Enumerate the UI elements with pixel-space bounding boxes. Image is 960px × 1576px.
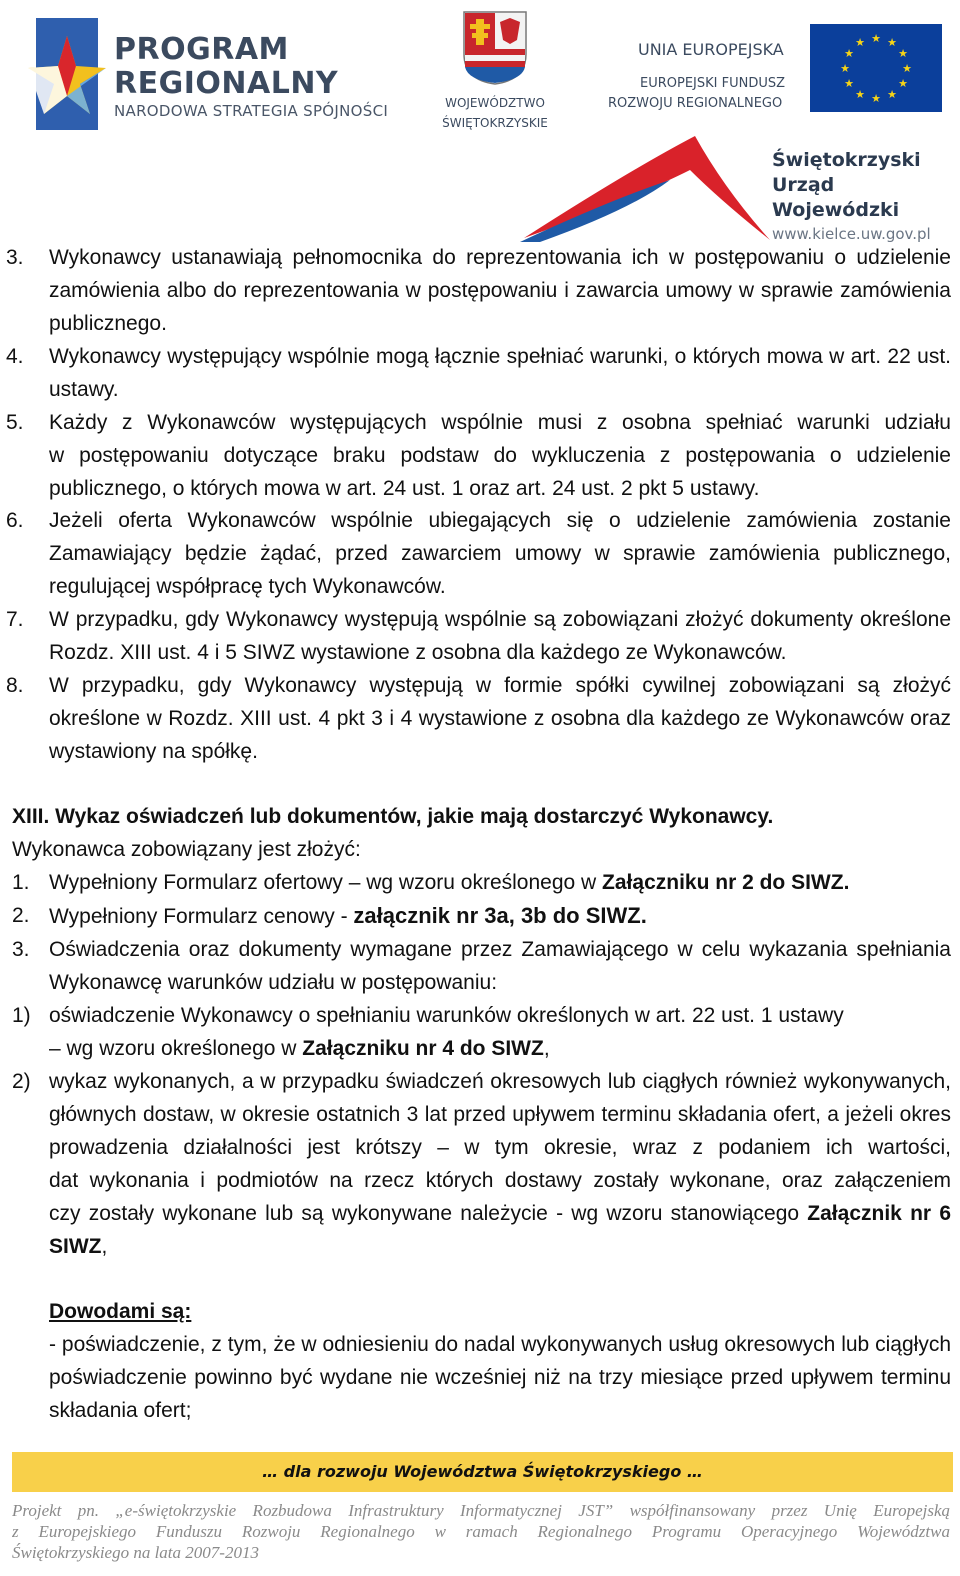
attachment-ref: Załączniku nr 2 do SIWZ. — [602, 871, 850, 894]
footer-note-line: z Europejskiego Funduszu Rozwoju Regionalnego w ramach Regionalnego Programu Operacyjnego Województwa — [12, 1522, 950, 1541]
item-number: 6. — [6, 509, 24, 532]
svg-text:★: ★ — [844, 77, 854, 90]
footer-slogan: … dla rozwoju Województwa Świętokrzyskiego … — [262, 1462, 703, 1481]
list-number: 3. — [12, 938, 30, 961]
punctuation: , — [101, 1235, 108, 1258]
list-item-formularz-cenowy — [49, 899, 647, 933]
item-text-line: Rozdz. XIII ust. 4 i 5 SIWZ wystawione z osobna dla każdego ze Wykonawców. — [49, 641, 787, 664]
item-text-line: wystawiony na spółkę. — [49, 740, 258, 763]
sublist-item-text: prowadzenia działalności jest krótszy – w tym okresie, wraz z podaniem ich wartości, — [49, 1136, 951, 1159]
wojewodztwo-logo — [440, 10, 550, 130]
item-text-line: Wykonawcy występujący wspólnie mogą łącznie spełniać warunki, o których mowa w art. 22 ust. — [49, 345, 951, 368]
program-subtitle: NARODOWA STRATEGIA SPÓJNOŚCI — [114, 102, 389, 120]
item-number: 8. — [6, 674, 24, 697]
list-item-text: Oświadczenia oraz dokumenty wymagane przez Zamawiającego w celu wykazania spełniania — [49, 938, 951, 961]
item-text-line: regulującej współpracę tych Wykonawców. — [49, 575, 446, 598]
punctuation: , — [543, 1037, 550, 1060]
wojewodztwo-line1: WOJEWÓDZTWO — [445, 96, 545, 110]
list-item-text: Wypełniony Formularz ofertowy – wg wzoru określonego w — [49, 871, 603, 894]
sublist-item-text: dat wykonania i podmiotów na rzecz których dostawy zostały wykonane, oraz załączeniem — [49, 1169, 951, 1192]
proofs-text-line: składania ofert; — [49, 1399, 192, 1422]
attachment-ref: Załącznik nr 6 — [807, 1202, 951, 1225]
item-text-line: ustawy. — [49, 378, 119, 401]
item-text-line: publicznego, o których mowa w art. 24 ust. 1 oraz art. 24 ust. 2 pkt 5 ustawy. — [49, 477, 760, 500]
attachment-ref: Załączniku nr 4 do SIWZ — [302, 1037, 544, 1060]
program-title-line2: REGIONALNY — [114, 66, 339, 101]
footer-note-line: Świętokrzyskiego na lata 2007-2013 — [12, 1543, 259, 1562]
list-number: 1. — [12, 871, 30, 894]
item-text-line: Zamawiający będzie żądać, przed zawarciem umowy w sprawie zamówienia publicznego, — [49, 542, 951, 565]
sublist-item-text — [49, 1230, 107, 1263]
footer-slogan-bar — [12, 1452, 953, 1492]
attachment-ref: SIWZ — [49, 1235, 102, 1258]
svg-text:★: ★ — [871, 92, 881, 105]
item-number: 3. — [6, 246, 24, 269]
item-text-line: Jeżeli oferta Wykonawców wspólnie ubiegających się o udzielenie zamówienia zostanie — [49, 509, 951, 532]
eu-flag-icon — [810, 24, 942, 112]
svg-text:★: ★ — [898, 47, 908, 60]
eu-title: UNIA EUROPEJSKA — [638, 40, 784, 59]
sublist-item-text: wykaz wykonanych, a w przypadku świadczeń okresowych lub ciągłych również wykonywanych, — [49, 1070, 951, 1093]
eu-logo — [600, 22, 945, 122]
sublist-item-text — [49, 1197, 951, 1230]
proofs-text-line: - poświadczenie, z tym, że w odniesieniu do nadal wykonywanych usług okresowych lub ciągłych — [49, 1333, 951, 1356]
item-text-line: W przypadku, gdy Wykonawcy występują wspólnie są zobowiązani złożyć dokumenty określone — [49, 608, 951, 631]
attachment-ref: załącznik nr 3a, 3b do SIWZ. — [353, 903, 647, 928]
svg-text:★: ★ — [871, 32, 881, 45]
program-star-icon — [22, 8, 112, 138]
sublist-text: czy zostały wykonane lub są wykonywane należycie - wg wzoru stanowiącego — [49, 1202, 808, 1225]
svg-text:★: ★ — [840, 62, 850, 75]
svg-text:★: ★ — [898, 77, 908, 90]
sublist-number: 2) — [12, 1070, 31, 1093]
footer-project-note — [12, 1500, 950, 1563]
program-regionalny-logo — [22, 8, 402, 138]
proofs-text-line: poświadczenie powinno być wydane nie wcześniej niż na trzy miesiące przed upływem terminu — [49, 1366, 951, 1389]
item-number: 4. — [6, 345, 24, 368]
item-text-line: zamówienia albo do reprezentowania w postępowaniu i zawarcia umowy w sprawie zamówienia — [49, 279, 951, 302]
proofs-heading: Dowodami są: — [49, 1300, 192, 1323]
eu-fund-line1: EUROPEJSKI FUNDUSZ — [640, 76, 786, 91]
svg-text:★: ★ — [887, 88, 897, 101]
section-intro: Wykonawca zobowiązany jest złożyć: — [12, 838, 361, 861]
sublist-item-text — [49, 1032, 550, 1065]
item-text-line: określone w Rozdz. XIII ust. 4 pkt 3 i 4 wystawione z osobna dla każdego ze Wykonawców oraz — [49, 707, 951, 730]
urzad-website: www.kielce.uw.gov.pl — [772, 225, 931, 243]
item-text-line: w postępowaniu dotyczące braku podstaw do wykluczenia z postępowania o udzielenie — [49, 444, 951, 467]
sublist-number: 1) — [12, 1004, 31, 1027]
svg-text:★: ★ — [855, 36, 865, 49]
eu-fund-line2: ROZWOJU REGIONALNEGO — [608, 96, 783, 111]
list-item-text: Wykonawcę warunków udziału w postępowaniu: — [49, 971, 498, 994]
footer-note-line: Projekt pn. „e-świętokrzyskie Rozbudowa Infrastruktury Informatycznej JST” współfinansowany przez Unię Europejską — [12, 1501, 950, 1520]
program-title-line1: PROGRAM — [114, 32, 289, 67]
list-item-text: Wypełniony Formularz cenowy - — [49, 905, 354, 928]
urzad-line2: Urząd Wojewódzki — [772, 174, 900, 221]
item-text-line: Każdy z Wykonawców występujących wspólnie musi z osobna spełniać warunki udziału — [49, 411, 951, 434]
item-number: 7. — [6, 608, 24, 631]
item-text-line: W przypadku, gdy Wykonawcy występują w formie spółki cywilnej zobowiązani są złożyć — [49, 674, 951, 697]
item-text-line: publicznego. — [49, 312, 167, 335]
sublist-item-text: oświadczenie Wykonawcy o spełnianiu warunków określonych w art. 22 ust. 1 ustawy — [49, 1004, 844, 1027]
wojewodztwo-line2: ŚWIĘTOKRZYSKIE — [442, 116, 548, 130]
urzad-line1: Świętokrzyski — [772, 149, 921, 171]
list-item-formularz-ofertowy — [49, 866, 849, 899]
section-heading: XIII. Wykaz oświadczeń lub dokumentów, jakie mają dostarczyć Wykonawcy. — [12, 805, 774, 828]
item-text-line: Wykonawcy ustanawiają pełnomocnika do reprezentowania ich w postępowaniu o udzielenie — [49, 246, 951, 269]
svg-text:★: ★ — [902, 62, 912, 75]
coat-of-arms-icon — [462, 10, 528, 86]
document-header — [0, 0, 960, 243]
urzad-logo-text — [772, 148, 960, 245]
sublist-item-text: głównych dostaw, w okresie ostatnich 3 lat przed upływem terminu składania ofert, a jeżeli okres — [49, 1103, 951, 1126]
svg-text:★: ★ — [887, 36, 897, 49]
urzad-arch-icon — [520, 130, 780, 242]
list-number: 2. — [12, 904, 30, 927]
svg-text:★: ★ — [844, 47, 854, 60]
item-number: 5. — [6, 411, 24, 434]
sublist-text: – wg wzoru określonego w — [49, 1037, 303, 1060]
svg-text:★: ★ — [855, 88, 865, 101]
